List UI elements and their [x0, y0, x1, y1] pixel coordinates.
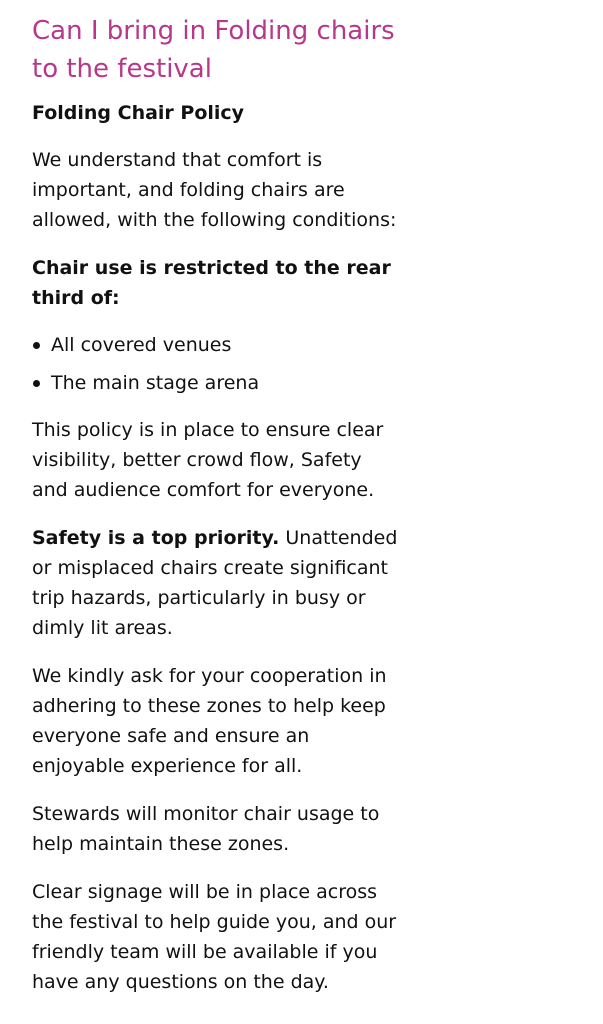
- cooperation-paragraph: We kindly ask for your cooperation in adhering to these zones to help keep everyone safe and ensure an enjoyable experience for all.: [32, 665, 387, 777]
- intro-paragraph: We understand that comfort is important, and folding chairs are allowed, with the following conditions:: [32, 149, 397, 231]
- venue-list: [32, 330, 402, 398]
- faq-article: [32, 12, 402, 1015]
- safety-text: Unattended or misplaced chairs create significant trip hazards, particularly in busy or dimly lit areas.: [32, 527, 398, 639]
- policy-heading: Folding Chair Policy: [32, 102, 245, 124]
- restriction-heading: Chair use is restricted to the rear third of:: [32, 257, 391, 309]
- purpose-paragraph: This policy is in place to ensure clear visibility, better crowd flow, Safety and audience comfort for everyone.: [32, 419, 384, 501]
- safety-paragraph: [32, 523, 402, 643]
- safety-lead: Safety is a top priority.: [32, 527, 280, 549]
- list-item: The main stage arena: [32, 368, 402, 398]
- stewards-paragraph: Stewards will monitor chair usage to help maintain these zones.: [32, 803, 380, 855]
- page-title: Can I bring in Folding chairs to the festival: [32, 16, 395, 84]
- list-item: All covered venues: [32, 330, 402, 360]
- signage-paragraph: Clear signage will be in place across the festival to help guide you, and our friendly team will be available if you have any questions on the day.: [32, 881, 397, 993]
